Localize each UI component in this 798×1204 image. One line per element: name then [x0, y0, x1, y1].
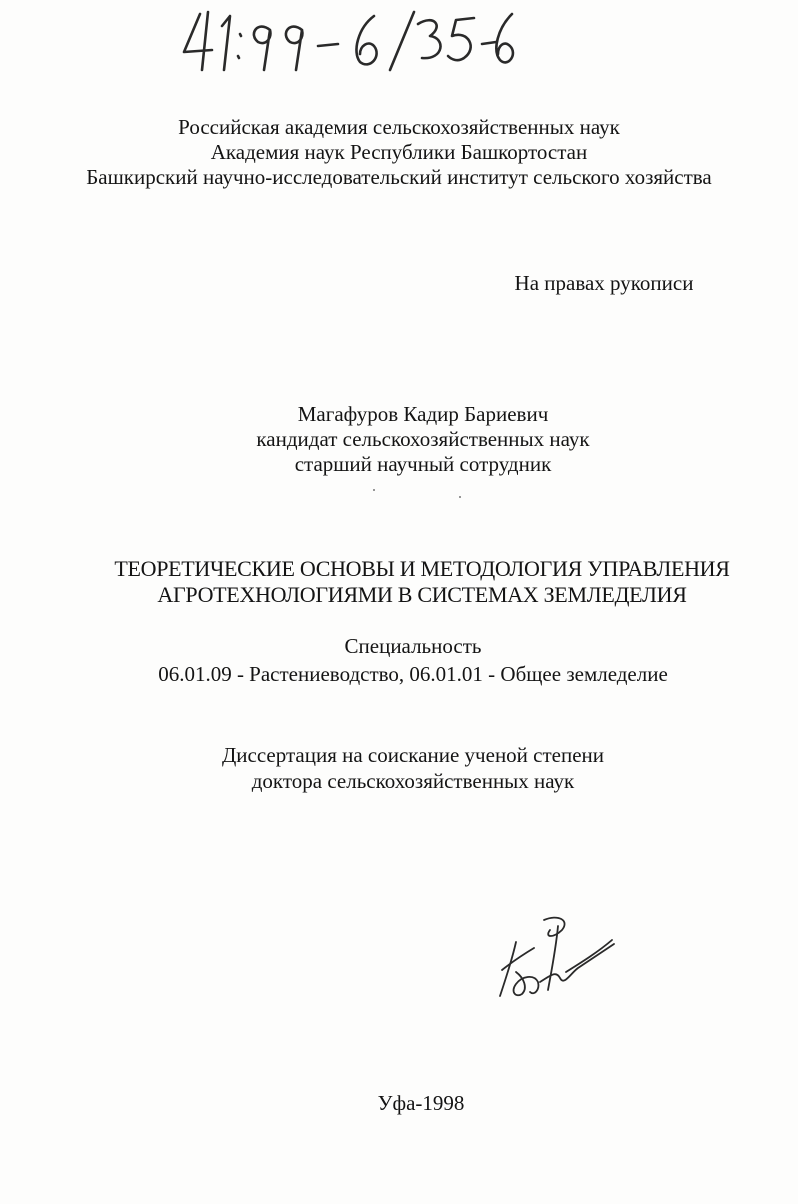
- scan-speck: [373, 489, 375, 491]
- scan-speck: [459, 496, 461, 498]
- author-degree: кандидат сельскохозяйственных наук: [256, 427, 590, 451]
- header-line-academy: Российская академия сельскохозяйственных наук: [178, 115, 620, 139]
- dissertation-title-line-1: ТЕОРЕТИЧЕСКИЕ ОСНОВЫ И МЕТОДОЛОГИЯ УПРАВЛЕНИЯ: [114, 556, 730, 581]
- specialty-value: 06.01.09 - Растениеводство, 06.01.01 - Общее земледелие: [158, 662, 668, 686]
- dissertation-statement-line-2: доктора сельскохозяйственных наук: [251, 769, 575, 793]
- handwritten-archive-code: [178, 4, 518, 76]
- author-signature: [494, 912, 618, 1004]
- dissertation-title-line-2: АГРОТЕХНОЛОГИЯМИ В СИСТЕМАХ ЗЕМЛЕДЕЛИЯ: [157, 582, 687, 607]
- rights-note: На правах рукописи: [514, 271, 694, 295]
- author-name: Магафуров Кадир Бариевич: [297, 402, 549, 426]
- dissertation-statement-line-1: Диссертация на соискание ученой степени: [221, 743, 605, 767]
- header-line-bashkortostan-academy: Академия наук Республики Башкортостан: [210, 140, 588, 164]
- author-position: старший научный сотрудник: [294, 452, 552, 476]
- header-line-institute: Башкирский научно-исследовательский институт сельского хозяйства: [86, 165, 712, 189]
- place-year: Уфа-1998: [377, 1091, 465, 1115]
- specialty-label: Специальность: [344, 634, 482, 658]
